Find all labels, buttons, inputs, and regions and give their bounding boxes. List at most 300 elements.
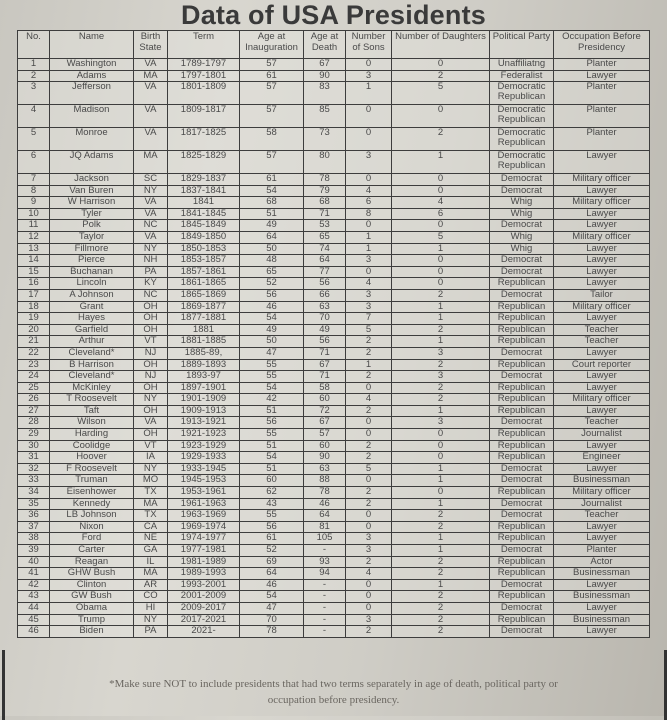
cell-name: Van Buren <box>50 185 134 197</box>
cell-term: 1877-1881 <box>168 313 240 325</box>
page-title: Data of USA Presidents <box>181 0 486 30</box>
cell-sons: 4 <box>346 568 392 580</box>
cell-age-inauguration: 56 <box>240 417 304 429</box>
cell-sons: 3 <box>346 289 392 301</box>
cell-party: Democrat <box>490 289 554 301</box>
cell-name: Jackson <box>50 174 134 186</box>
table-row <box>18 174 650 186</box>
cell-age-death: 64 <box>304 255 346 267</box>
cell-sons: 0 <box>346 266 392 278</box>
cell-party: Democrat <box>490 255 554 267</box>
cell-birth-state: MA <box>134 498 168 510</box>
header-term: Term <box>168 31 240 59</box>
cell-birth-state: OH <box>134 429 168 441</box>
cell-party: Democratic Republican <box>490 151 554 174</box>
cell-sons: 0 <box>346 105 392 128</box>
table-row <box>18 231 650 243</box>
cell-party: Republican <box>490 394 554 406</box>
cell-no: 41 <box>18 568 50 580</box>
table-row <box>18 301 650 313</box>
cell-age-inauguration: 62 <box>240 487 304 499</box>
cell-no: 22 <box>18 347 50 359</box>
cell-party: Republican <box>490 533 554 545</box>
cell-occupation: Military officer <box>554 487 650 499</box>
cell-sons: 5 <box>346 324 392 336</box>
cell-occupation: Military officer <box>554 197 650 209</box>
cell-age-inauguration: 57 <box>240 82 304 105</box>
cell-occupation: Lawyer <box>554 521 650 533</box>
cell-name: Taylor <box>50 231 134 243</box>
cell-term: 1865-1869 <box>168 289 240 301</box>
cell-term: 1981-1989 <box>168 556 240 568</box>
cell-no: 6 <box>18 151 50 174</box>
cell-sons: 0 <box>346 128 392 151</box>
cell-daughters: 3 <box>392 347 490 359</box>
cell-name: Arthur <box>50 336 134 348</box>
table-row <box>18 394 650 406</box>
cell-occupation: Lawyer <box>554 405 650 417</box>
cell-sons: 2 <box>346 498 392 510</box>
cell-term: 1945-1953 <box>168 475 240 487</box>
cell-occupation: Lawyer <box>554 371 650 383</box>
header-age-inauguration: Age at Inauguration <box>240 31 304 59</box>
cell-name: GW Bush <box>50 591 134 603</box>
cell-daughters: 2 <box>392 394 490 406</box>
cell-daughters: 1 <box>392 405 490 417</box>
cell-name: T Roosevelt <box>50 394 134 406</box>
cell-birth-state: VA <box>134 82 168 105</box>
cell-term: 1953-1961 <box>168 487 240 499</box>
cell-age-death: 94 <box>304 568 346 580</box>
cell-age-death: - <box>304 545 346 557</box>
cell-term: 1897-1901 <box>168 382 240 394</box>
cell-term: 1789-1797 <box>168 59 240 71</box>
cell-no: 5 <box>18 128 50 151</box>
cell-birth-state: VT <box>134 440 168 452</box>
cell-term: 1829-1837 <box>168 174 240 186</box>
cell-term: 1909-1913 <box>168 405 240 417</box>
cell-term: 1889-1893 <box>168 359 240 371</box>
cell-no: 9 <box>18 197 50 209</box>
cell-occupation: Planter <box>554 105 650 128</box>
table-row <box>18 417 650 429</box>
cell-name: Ford <box>50 533 134 545</box>
cell-name: Biden <box>50 626 134 638</box>
cell-party: Democrat <box>490 220 554 232</box>
cell-name: Carter <box>50 545 134 557</box>
cell-no: 20 <box>18 324 50 336</box>
cell-birth-state: NE <box>134 533 168 545</box>
cell-party: Democrat <box>490 626 554 638</box>
cell-daughters: 2 <box>392 510 490 522</box>
table-row <box>18 220 650 232</box>
cell-party: Whig <box>490 231 554 243</box>
cell-daughters: 1 <box>392 243 490 255</box>
table-row <box>18 533 650 545</box>
table-row <box>18 185 650 197</box>
cell-no: 10 <box>18 208 50 220</box>
cell-term: 1841 <box>168 197 240 209</box>
cell-occupation: Lawyer <box>554 347 650 359</box>
cell-party: Democrat <box>490 371 554 383</box>
cell-age-death: - <box>304 579 346 591</box>
cell-daughters: 2 <box>392 568 490 580</box>
cell-party: Federalist <box>490 70 554 82</box>
cell-name: Pierce <box>50 255 134 267</box>
cell-sons: 2 <box>346 487 392 499</box>
cell-daughters: 2 <box>392 382 490 394</box>
cell-sons: 0 <box>346 382 392 394</box>
table-row <box>18 324 650 336</box>
cell-no: 28 <box>18 417 50 429</box>
cell-sons: 2 <box>346 556 392 568</box>
cell-birth-state: HI <box>134 602 168 614</box>
cell-daughters: 2 <box>392 359 490 371</box>
cell-term: 1861-1865 <box>168 278 240 290</box>
cell-name: A Johnson <box>50 289 134 301</box>
table-row <box>18 521 650 533</box>
cell-no: 15 <box>18 266 50 278</box>
cell-age-death: 56 <box>304 336 346 348</box>
cell-age-death: 90 <box>304 70 346 82</box>
cell-occupation: Military officer <box>554 394 650 406</box>
cell-name: Trump <box>50 614 134 626</box>
table-row <box>18 591 650 603</box>
footnote-line-1: *Make sure NOT to include presidents that had two terms separately in age of death, political party or <box>109 678 558 690</box>
cell-birth-state: NY <box>134 185 168 197</box>
cell-age-death: 85 <box>304 105 346 128</box>
cell-age-inauguration: 57 <box>240 105 304 128</box>
cell-sons: 6 <box>346 197 392 209</box>
cell-party: Whig <box>490 197 554 209</box>
cell-party: Republican <box>490 440 554 452</box>
cell-no: 39 <box>18 545 50 557</box>
cell-no: 23 <box>18 359 50 371</box>
cell-sons: 2 <box>346 626 392 638</box>
cell-age-inauguration: 52 <box>240 545 304 557</box>
cell-birth-state: MO <box>134 475 168 487</box>
table-body <box>18 59 650 638</box>
cell-age-inauguration: 54 <box>240 185 304 197</box>
cell-occupation: Lawyer <box>554 579 650 591</box>
cell-age-death: 80 <box>304 151 346 174</box>
cell-sons: 8 <box>346 208 392 220</box>
cell-age-inauguration: 48 <box>240 255 304 267</box>
cell-birth-state: VA <box>134 105 168 128</box>
cell-birth-state: VA <box>134 208 168 220</box>
table-row <box>18 151 650 174</box>
cell-age-inauguration: 55 <box>240 359 304 371</box>
header-age-death: Age at Death <box>304 31 346 59</box>
cell-sons: 3 <box>346 151 392 174</box>
cell-term: 1893-97 <box>168 371 240 383</box>
header-no: No. <box>18 31 50 59</box>
cell-name: Wilson <box>50 417 134 429</box>
table-row <box>18 243 650 255</box>
cell-age-death: 63 <box>304 463 346 475</box>
cell-name: Adams <box>50 70 134 82</box>
cell-birth-state: NC <box>134 289 168 301</box>
cell-occupation: Lawyer <box>554 151 650 174</box>
cell-age-death: 71 <box>304 371 346 383</box>
cell-sons: 3 <box>346 301 392 313</box>
table-row <box>18 59 650 71</box>
cell-no: 11 <box>18 220 50 232</box>
cell-sons: 3 <box>346 545 392 557</box>
cell-sons: 0 <box>346 417 392 429</box>
cell-age-inauguration: 55 <box>240 371 304 383</box>
cell-age-death: 58 <box>304 382 346 394</box>
cell-occupation: Lawyer <box>554 463 650 475</box>
cell-party: Democratic Republican <box>490 82 554 105</box>
cell-no: 35 <box>18 498 50 510</box>
cell-occupation: Businessman <box>554 614 650 626</box>
cell-sons: 4 <box>346 394 392 406</box>
cell-age-death: 67 <box>304 359 346 371</box>
cell-occupation: Journalist <box>554 429 650 441</box>
cell-party: Republican <box>490 591 554 603</box>
cell-name: JQ Adams <box>50 151 134 174</box>
cell-term: 1923-1929 <box>168 440 240 452</box>
cell-age-inauguration: 61 <box>240 70 304 82</box>
cell-occupation: Military officer <box>554 174 650 186</box>
cell-age-death: 78 <box>304 487 346 499</box>
cell-daughters: 0 <box>392 452 490 464</box>
cell-name: Kennedy <box>50 498 134 510</box>
cell-birth-state: SC <box>134 174 168 186</box>
cell-no: 1 <box>18 59 50 71</box>
table-row <box>18 289 650 301</box>
cell-occupation: Lawyer <box>554 243 650 255</box>
cell-sons: 2 <box>346 452 392 464</box>
header-party: Political Party <box>490 31 554 59</box>
cell-term: 1850-1853 <box>168 243 240 255</box>
table-row <box>18 371 650 383</box>
cell-daughters: 0 <box>392 429 490 441</box>
cell-occupation: Teacher <box>554 324 650 336</box>
cell-birth-state: NJ <box>134 371 168 383</box>
table-row <box>18 359 650 371</box>
cell-party: Democrat <box>490 463 554 475</box>
cell-term: 1881-1885 <box>168 336 240 348</box>
cell-party: Republican <box>490 429 554 441</box>
cell-no: 43 <box>18 591 50 603</box>
cell-age-inauguration: 43 <box>240 498 304 510</box>
cell-sons: 3 <box>346 614 392 626</box>
cell-name: Eisenhower <box>50 487 134 499</box>
cell-party: Republican <box>490 359 554 371</box>
table-row <box>18 614 650 626</box>
cell-no: 13 <box>18 243 50 255</box>
table-row <box>18 440 650 452</box>
cell-age-inauguration: 54 <box>240 313 304 325</box>
cell-age-inauguration: 46 <box>240 579 304 591</box>
cell-birth-state: VA <box>134 59 168 71</box>
cell-daughters: 0 <box>392 220 490 232</box>
table-row <box>18 255 650 267</box>
cell-occupation: Businessman <box>554 568 650 580</box>
cell-occupation: Lawyer <box>554 602 650 614</box>
table-row <box>18 278 650 290</box>
cell-sons: 7 <box>346 313 392 325</box>
table-row <box>18 347 650 359</box>
cell-name: Polk <box>50 220 134 232</box>
cell-name: Hayes <box>50 313 134 325</box>
cell-age-death: 78 <box>304 174 346 186</box>
cell-name: Monroe <box>50 128 134 151</box>
cell-name: F Roosevelt <box>50 463 134 475</box>
table-row <box>18 82 650 105</box>
cell-sons: 0 <box>346 521 392 533</box>
cell-no: 8 <box>18 185 50 197</box>
cell-age-inauguration: 46 <box>240 301 304 313</box>
cell-party: Republican <box>490 405 554 417</box>
cell-party: Republican <box>490 313 554 325</box>
cell-age-death: 72 <box>304 405 346 417</box>
cell-term: 1921-1923 <box>168 429 240 441</box>
cell-age-inauguration: 47 <box>240 347 304 359</box>
table-row <box>18 475 650 487</box>
cell-party: Republican <box>490 301 554 313</box>
cell-term: 1849-1850 <box>168 231 240 243</box>
cell-name: B Harrison <box>50 359 134 371</box>
cell-age-death: 105 <box>304 533 346 545</box>
cell-age-inauguration: 42 <box>240 394 304 406</box>
cell-age-inauguration: 50 <box>240 243 304 255</box>
cell-age-death: 90 <box>304 452 346 464</box>
cell-birth-state: OH <box>134 382 168 394</box>
cell-occupation: Lawyer <box>554 278 650 290</box>
cell-party: Whig <box>490 208 554 220</box>
cell-birth-state: PA <box>134 626 168 638</box>
cell-no: 46 <box>18 626 50 638</box>
cell-no: 30 <box>18 440 50 452</box>
cell-party: Democrat <box>490 174 554 186</box>
cell-no: 26 <box>18 394 50 406</box>
cell-name: Cleveland* <box>50 347 134 359</box>
table-row <box>18 382 650 394</box>
cell-age-death: 67 <box>304 59 346 71</box>
cell-age-inauguration: 56 <box>240 521 304 533</box>
cell-age-inauguration: 65 <box>240 266 304 278</box>
cell-daughters: 3 <box>392 371 490 383</box>
cell-name: Nixon <box>50 521 134 533</box>
cell-birth-state: VA <box>134 197 168 209</box>
cell-occupation: Court reporter <box>554 359 650 371</box>
cell-term: 1853-1857 <box>168 255 240 267</box>
cell-age-death: 68 <box>304 197 346 209</box>
table-row <box>18 498 650 510</box>
cell-daughters: 1 <box>392 313 490 325</box>
cell-party: Democrat <box>490 475 554 487</box>
cell-sons: 2 <box>346 405 392 417</box>
cell-age-inauguration: 56 <box>240 289 304 301</box>
table-row <box>18 602 650 614</box>
cell-no: 14 <box>18 255 50 267</box>
cell-name: Fillmore <box>50 243 134 255</box>
cell-age-death: 64 <box>304 510 346 522</box>
cell-birth-state: IL <box>134 556 168 568</box>
cell-sons: 0 <box>346 59 392 71</box>
cell-age-death: 73 <box>304 128 346 151</box>
cell-birth-state: KY <box>134 278 168 290</box>
cell-age-death: 83 <box>304 82 346 105</box>
cell-age-death: 74 <box>304 243 346 255</box>
cell-occupation: Lawyer <box>554 208 650 220</box>
cell-age-inauguration: 57 <box>240 59 304 71</box>
cell-name: Grant <box>50 301 134 313</box>
cell-birth-state: NY <box>134 243 168 255</box>
cell-no: 40 <box>18 556 50 568</box>
cell-birth-state: OH <box>134 301 168 313</box>
cell-no: 24 <box>18 371 50 383</box>
cell-occupation: Lawyer <box>554 313 650 325</box>
cell-birth-state: GA <box>134 545 168 557</box>
cell-daughters: 4 <box>392 197 490 209</box>
cell-daughters: 1 <box>392 336 490 348</box>
cell-birth-state: NH <box>134 255 168 267</box>
cell-occupation: Teacher <box>554 417 650 429</box>
cell-birth-state: OH <box>134 359 168 371</box>
cell-party: Republican <box>490 521 554 533</box>
cell-daughters: 2 <box>392 614 490 626</box>
cell-sons: 0 <box>346 174 392 186</box>
cell-name: Truman <box>50 475 134 487</box>
cell-age-inauguration: 51 <box>240 405 304 417</box>
cell-age-inauguration: 70 <box>240 614 304 626</box>
cell-age-death: - <box>304 626 346 638</box>
cell-name: Buchanan <box>50 266 134 278</box>
cell-sons: 3 <box>346 70 392 82</box>
cell-term: 1961-1963 <box>168 498 240 510</box>
header-sons: Number of Sons <box>346 31 392 59</box>
table-row <box>18 266 650 278</box>
cell-birth-state: VA <box>134 128 168 151</box>
cell-name: Washington <box>50 59 134 71</box>
cell-age-inauguration: 64 <box>240 568 304 580</box>
cell-daughters: 0 <box>392 105 490 128</box>
table-row <box>18 313 650 325</box>
cell-daughters: 2 <box>392 324 490 336</box>
cell-daughters: 0 <box>392 266 490 278</box>
cell-birth-state: OH <box>134 313 168 325</box>
cell-party: Republican <box>490 382 554 394</box>
cell-age-inauguration: 60 <box>240 475 304 487</box>
cell-age-death: 49 <box>304 324 346 336</box>
cell-no: 31 <box>18 452 50 464</box>
cell-age-inauguration: 51 <box>240 463 304 475</box>
cell-party: Democrat <box>490 510 554 522</box>
presidents-table <box>17 30 650 638</box>
cell-party: Republican <box>490 452 554 464</box>
cell-age-death: 56 <box>304 278 346 290</box>
cell-age-death: - <box>304 602 346 614</box>
cell-age-inauguration: 64 <box>240 231 304 243</box>
cell-daughters: 1 <box>392 301 490 313</box>
table-row <box>18 336 650 348</box>
cell-age-inauguration: 78 <box>240 626 304 638</box>
cell-birth-state: CA <box>134 521 168 533</box>
cell-term: 1841-1845 <box>168 208 240 220</box>
cell-birth-state: OH <box>134 324 168 336</box>
cell-party: Republican <box>490 568 554 580</box>
cell-name: Harding <box>50 429 134 441</box>
cell-age-inauguration: 50 <box>240 336 304 348</box>
cell-occupation: Tailor <box>554 289 650 301</box>
table-row <box>18 105 650 128</box>
cell-age-inauguration: 61 <box>240 174 304 186</box>
cell-daughters: 5 <box>392 82 490 105</box>
